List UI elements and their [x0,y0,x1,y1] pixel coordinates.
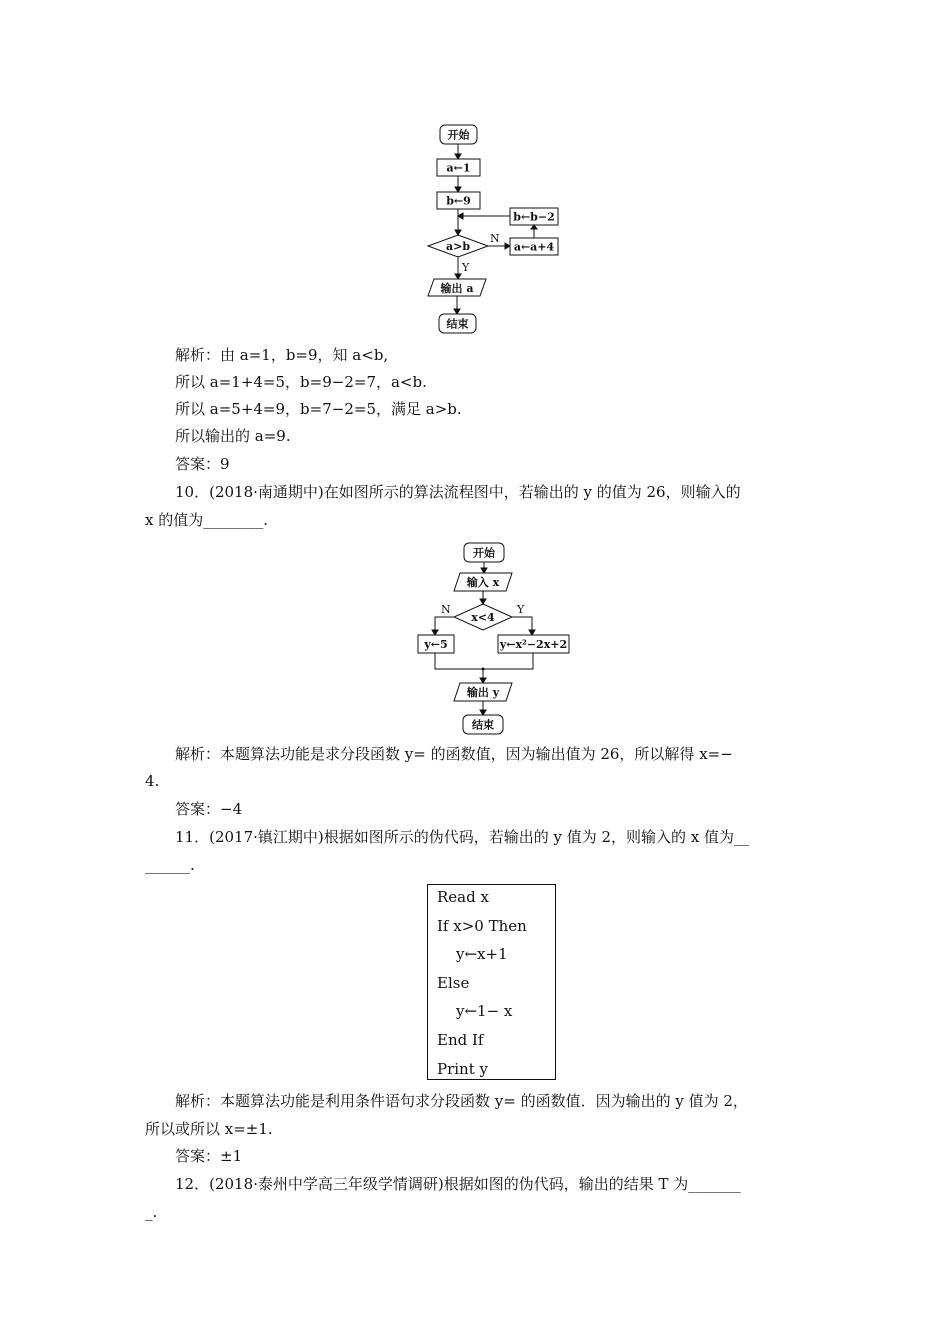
fc1-output-text: 输出 a [440,282,474,295]
fc1-no-label: N [490,232,500,245]
fc2-assign-no-text: y←5 [424,638,448,651]
flowchart-2 [0,540,950,740]
q9-analysis-line-4: 所以输出的 a=9. [175,427,291,445]
fc1-yes-label: Y [462,261,470,274]
q10-question-line-2: x 的值为________. [145,511,268,529]
fc1-increment-a-text: a←a+4 [513,240,555,254]
q10-answer: 答案：−4 [175,800,243,818]
q10-analysis-line-1: 解析：本题算法功能是求分段函数 y= 的函数值，因为输出值为 26，所以解得 x=− [175,745,733,763]
fc2-no-label: N [441,603,451,616]
fc2-end-text: 结束 [472,718,494,732]
fc1-condition-text: a>b [445,240,471,253]
pseudocode-line: Else [437,974,470,992]
fc2-assign-yes-text: y←x²−2x+2 [499,638,568,651]
q11-question-line-1: 11．(2017·镇江期中)根据如图所示的伪代码，若输出的 y 值为 2，则输入的 x 值为__ [175,828,750,846]
q11-answer: 答案：±1 [175,1147,243,1165]
pseudocode-line: If x>0 Then [437,917,527,935]
pseudocode-line: y←x+1 [456,945,508,963]
q11-analysis-line-2: 所以或所以 x=±1. [145,1120,273,1138]
fc2-output-text: 输出 y [466,686,500,699]
q12-question-line-2: _. [145,1203,158,1221]
flowchart-1 [0,0,950,340]
q10-analysis-line-2: 4. [145,772,160,790]
fc1-end-text: 结束 [446,317,469,331]
pseudocode-line: End If [437,1031,484,1049]
q11-analysis-line-1: 解析：本题算法功能是利用条件语句求分段函数 y= 的函数值．因为输出的 y 值为 2， [175,1092,748,1110]
pseudocode-line: Print y [437,1060,488,1078]
fc2-input-text: 输入 x [466,576,500,589]
fc1-decrement-b-text: b←b−2 [513,210,555,224]
pseudocode-box [427,884,556,1080]
fc1-init-b-text: b←9 [446,194,471,208]
pseudocode-line: Read x [437,888,489,906]
q9-analysis-line-1: 解析：由 a=1，b=9，知 a<b, [175,346,389,364]
q9-analysis-line-3: 所以 a=5+4=9，b=7−2=5，满足 a>b. [175,400,462,418]
fc1-start-text: 开始 [447,128,470,142]
q9-analysis-line-2: 所以 a=1+4=5，b=9−2=7，a<b. [175,373,427,391]
fc1-init-a-text: a←1 [446,161,471,175]
q11-question-line-2: ______. [145,856,195,874]
fc2-condition-text: x<4 [471,611,495,624]
q12-question-line-1: 12．(2018·泰州中学高三年级学情调研)根据如图的伪代码，输出的结果 T 为_______ [175,1175,741,1193]
q10-question-line-1: 10．(2018·南通期中)在如图所示的算法流程图中，若输出的 y 的值为 26，则输入的 [175,483,741,501]
q9-answer: 答案：9 [175,455,230,473]
fc2-yes-label: Y [517,603,525,616]
pseudocode-line: y←1− x [456,1002,513,1020]
fc2-start-text: 开始 [473,546,495,560]
